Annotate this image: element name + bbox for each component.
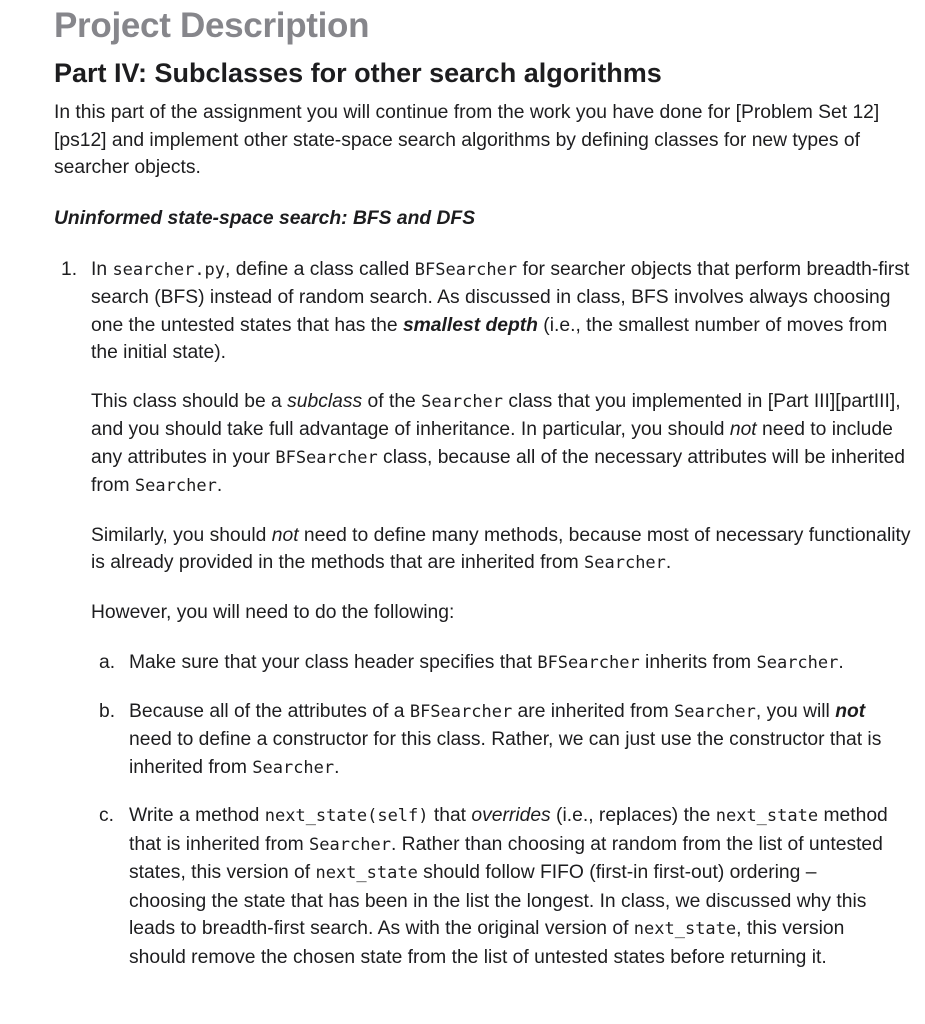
code-method: next_state: [633, 919, 737, 939]
text: class, because all of the necessary attributes will be inherited from: [91, 446, 906, 496]
text: should follow FIFO (first-in first-out) ordering – choosing the state that has been in the list the longest. In class, we discussed why this leads to breadth-first search. As with the original version of: [129, 862, 867, 939]
emphasis-text: subclass: [287, 390, 363, 412]
text: of the: [362, 390, 422, 412]
item1-paragraph-3: [91, 522, 911, 578]
text: , define a class called: [225, 258, 415, 280]
code-classname: BFSearcher: [537, 653, 640, 673]
sub-item-c: [91, 802, 891, 971]
text: .: [216, 475, 223, 496]
text: need to define a constructor for this class. Rather, we can just use the constructor that is inherited from: [129, 729, 882, 778]
code-classname: Searcher: [252, 757, 335, 778]
text: method that is inherited from: [129, 805, 888, 855]
sub-item-letter: c.: [99, 805, 114, 826]
text: that: [428, 805, 472, 826]
intro-paragraph: In this part of the assignment you will continue from the work you have done for [Problem Set 12][ps12] and implement other state-space search algorithms by defining classes for new types of searcher objects.: [54, 102, 880, 178]
part-heading: Part IV: Subclasses for other search algorithms: [54, 58, 662, 88]
text: (i.e., replaces) the: [550, 805, 716, 826]
text: Make sure that your class header specifies that: [129, 652, 538, 673]
emphasis-text: smallest depth: [402, 314, 538, 336]
sub-item-letter: b.: [99, 700, 116, 722]
emphasis-text: not: [835, 700, 866, 722]
emphasis-text: not: [729, 419, 757, 440]
code-method: next_state: [315, 863, 418, 883]
sub-item-a: [91, 649, 891, 678]
code-classname: Searcher: [309, 834, 391, 855]
text: In: [91, 258, 113, 280]
text: This class should be a: [91, 390, 288, 412]
text: .: [334, 756, 340, 778]
item1-paragraph-1: [91, 256, 911, 367]
code-filename: searcher.py: [112, 259, 226, 280]
code-classname: Searcher: [756, 653, 839, 673]
sub-item-b: [91, 698, 891, 783]
emphasis-text: not: [271, 524, 299, 546]
list-item-1: [54, 256, 911, 972]
sub-instruction-list: [91, 649, 911, 971]
text: , this version should remove the chosen state from the list of untested states before returning it.: [129, 918, 845, 968]
sub-item-letter: a.: [99, 652, 116, 673]
text: for searcher objects that perform breadth-first search (BFS) instead of random search. As discussed in class, BFS involves always choosing one the untested states that has the: [91, 258, 910, 336]
page-title: Project Description: [54, 6, 370, 45]
code-classname: Searcher: [421, 391, 504, 412]
text: Write a method: [129, 805, 265, 826]
code-classname: BFSearcher: [414, 259, 518, 280]
text: .: [838, 652, 844, 673]
text: need to include any attributes in your: [91, 419, 893, 468]
code-method: next_state: [715, 806, 819, 826]
text: Because all of the attributes of a: [129, 700, 410, 722]
text: . Rather than choosing at random from the list of untested states, this version of: [129, 833, 883, 883]
code-classname: BFSearcher: [275, 447, 378, 468]
list-number: 1.: [61, 258, 78, 280]
text: class that you implemented in [Part III][partIII], and you should take full advantage of inheritance. In particular, you should: [91, 390, 901, 440]
code-method: next_state(self): [264, 806, 429, 826]
text: need to define many methods, because most of necessary functionality is already provided in the methods that are inherited from: [91, 524, 911, 573]
text: , you will: [755, 700, 836, 722]
emphasis-text: overrides: [471, 805, 551, 826]
code-classname: Searcher: [674, 701, 756, 722]
code-classname: BFSearcher: [409, 701, 513, 722]
item1-paragraph-2: [91, 388, 911, 501]
text: inherits from: [639, 652, 757, 673]
text: .: [665, 552, 672, 573]
text: (i.e., the smallest number of moves from the initial state).: [91, 314, 888, 363]
text: are inherited from: [512, 700, 675, 722]
text: Similarly, you should: [91, 524, 272, 546]
code-classname: Searcher: [584, 553, 666, 573]
code-classname: Searcher: [134, 476, 217, 496]
instruction-list: [54, 256, 925, 972]
section-subheading: Uninformed state-space search: BFS and DFS: [54, 207, 476, 229]
item1-paragraph-4: However, you will need to do the following:: [91, 601, 455, 623]
